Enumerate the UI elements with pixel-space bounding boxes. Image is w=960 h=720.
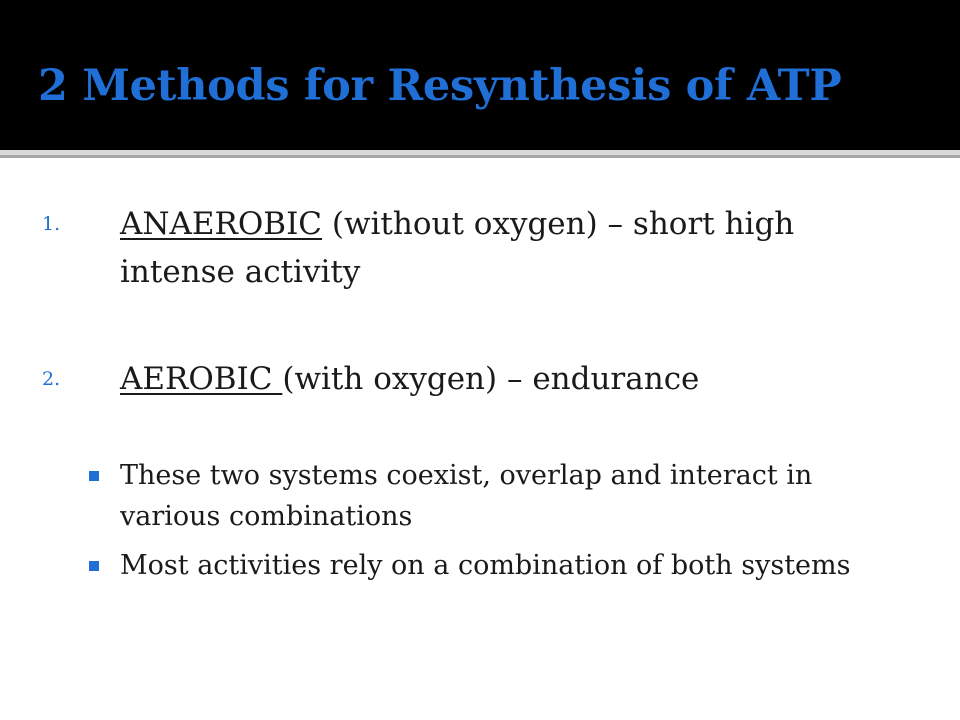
numbered-item-anaerobic (42, 200, 880, 296)
list-number: 2. (42, 368, 61, 390)
term-anaerobic: ANAEROBIC (120, 206, 323, 242)
bullet-text: Most activities rely on a combination of both systems (120, 550, 851, 581)
term-aerobic: AEROBIC (120, 361, 283, 397)
square-bullet-icon (89, 471, 99, 481)
item-description: (with oxygen) – endurance (282, 361, 700, 397)
numbered-item-aerobic (42, 355, 880, 403)
bullet-item (120, 545, 920, 586)
square-bullet-icon (89, 561, 99, 571)
item-description: (without oxygen) – short high intense activity (120, 206, 795, 290)
slide-title: 2 Methods for Resynthesis of ATP (38, 61, 842, 111)
bullet-text: These two systems coexist, overlap and interact in various combinations (120, 460, 813, 532)
list-number: 1. (42, 213, 61, 235)
bullet-item (120, 455, 920, 537)
